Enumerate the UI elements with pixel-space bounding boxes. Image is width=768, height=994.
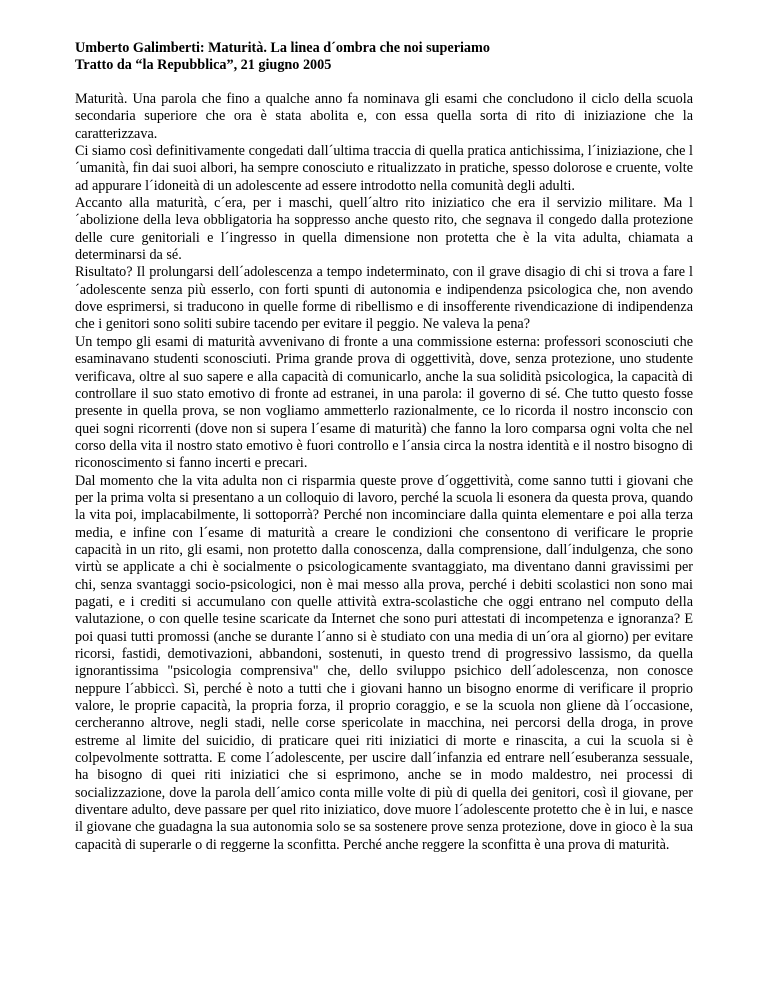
paragraph: Risultato? Il prolungarsi dell´adolescenza a tempo indeterminato, con il grave disagio di chi si trova a fare l´adolescente senza più esserlo, con forti spunti di autonomia e indipendenza psicologica che, non avendo dove esprimersi, si traducono in quelle forme di ribellismo e di insofferente rivendicazione di indipendenza che i genitori sono soliti subire tacendo per evitare il peggio. Ne valeva la pena? — [75, 264, 693, 333]
article-body — [75, 91, 693, 854]
article-source: Tratto da “la Repubblica”, 21 giugno 2005 — [75, 57, 332, 73]
paragraph: Accanto alla maturità, c´era, per i maschi, quell´altro rito iniziatico che era il servizio militare. Ma l´abolizione della leva obbligatoria ha soppresso anche questo rito, che segnava il congedo dalla protezione delle cure genitoriali e l´ingresso in quella dimensione non protetta che è la vita adulta, chiamata a determinarsi da sé. — [75, 195, 693, 264]
paragraph: Un tempo gli esami di maturità avvenivano di fronte a una commissione esterna: professori sconosciuti che esaminavano studenti sconosciuti. Prima grande prova di oggettività, dove, senza protezione, uno studente verificava, oltre al suo sapere e alla capacità di comunicarlo, anche la sua solidità psicologica, la capacità di controllare il suo stato emotivo di fronte ad estranei, in una parola: il governo di sé. Che tutto questo fosse presente in quella prova, se non vogliamo ammetterlo razionalmente, ce lo ricorda il nostro inconscio con quei sogni ricorrenti (dove non si supera l´esame di maturità) che fanno la loro comparsa ogni volta che nel corso della vita il nostro stato emotivo è fuori controllo e l´ansia circa la nostra identità e il nostro bisogno di riconoscimento si fanno incerti e precari. — [75, 333, 693, 472]
paragraph: Ci siamo così definitivamente congedati dall´ultima traccia di quella pratica antichissima, l´iniziazione, che l´umanità, fin dai suoi albori, ha sempre conosciuto e ritualizzato in pratiche, spesso dolorose e cruente, volte ad appurare l´idoneità di un adolescente ad essere introdotto nella comunità degli adulti. — [75, 143, 693, 194]
document-page — [75, 40, 693, 854]
article-title: Umberto Galimberti: Maturità. La linea d´ombra che noi superiamo — [75, 40, 490, 56]
paragraph: Dal momento che la vita adulta non ci risparmia queste prove d´oggettività, come sanno tutti i giovani che per la prima volta si presentano a un colloquio di lavoro, perché la scuola li esonera da questa prova, quando la vita poi, implacabilmente, li sottoporrà? Perché non incominciare dalla quinta elementare e poi alla terza media, e infine con l´esame di maturità a creare le condizioni che consentono di verificare le proprie capacità in un rito, gli esami, non protetto dalla conoscenza, dalla comprensione, dall´indulgenza, che sono virtù se applicate a chi è socialmente o psicologicamente svantaggiato, ma diventano danni gravissimi per chi, senza svantaggi socio-psicologici, non è mai messo alla prova, perché i debiti scolastici non sono mai pagati, e i crediti si accumulano con quelle attività extra-scolastiche che oggi entrano nel computo della valutazione, o con quelle tesine scaricate da Internet che sono puri attestati di incompetenza e ignoranza? E poi quasi tutti promossi (anche se durante l´anno si è studiato con una media di un´ora al giorno) per evitare ricorsi, fastidi, demotivazioni, abbandoni, sostenuti, in questo trend di progressivo lassismo, da quella ignorantissima "psicologia comprensiva" che, dello sviluppo psichico dell´adolescenza, non conosce neppure l´abbiccì. Sì, perché è noto a tutti che i giovani hanno un bisogno enorme di verificare il proprio valore, le proprie capacità, la propria forza, il proprio coraggio, e se la scuola non gliene dà l´occasione, cercheranno altrove, negli stadi, nelle corse spericolate in macchina, nei percorsi della droga, in prove estreme al limite del suicidio, di praticare quei riti iniziatici di morte e rinascita, a cui la scuola si è colpevolmente sottratta. E come l´adolescente, per uscire dall´infanzia ed entrare nell´esuberanza sessuale, ha bisogno di quei riti iniziatici che si esprimono, anche se in modo maldestro, nei processi di socializzazione, dove la parola dell´amico conta mille volte di più di quella dei genitori, così il giovane, per diventare adulto, deve passare per quel rito iniziatico, dove muore l´adolescente protetto che è in lui, e nasce il giovane che guadagna la sua autonomia solo se sa sostenere prove senza protezione, dove in gioco è la sua capacità di superarle o di reggerne la sconfitta. Perché anche reggere la sconfitta è una prova di maturità. — [75, 472, 693, 853]
paragraph: Maturità. Una parola che fino a qualche anno fa nominava gli esami che concludono il ciclo della scuola secondaria superiore che ora è stata abolita e, con essa quella sorta di rito di iniziazione che la caratterizzava. — [75, 91, 693, 142]
document-heading — [75, 40, 693, 74]
